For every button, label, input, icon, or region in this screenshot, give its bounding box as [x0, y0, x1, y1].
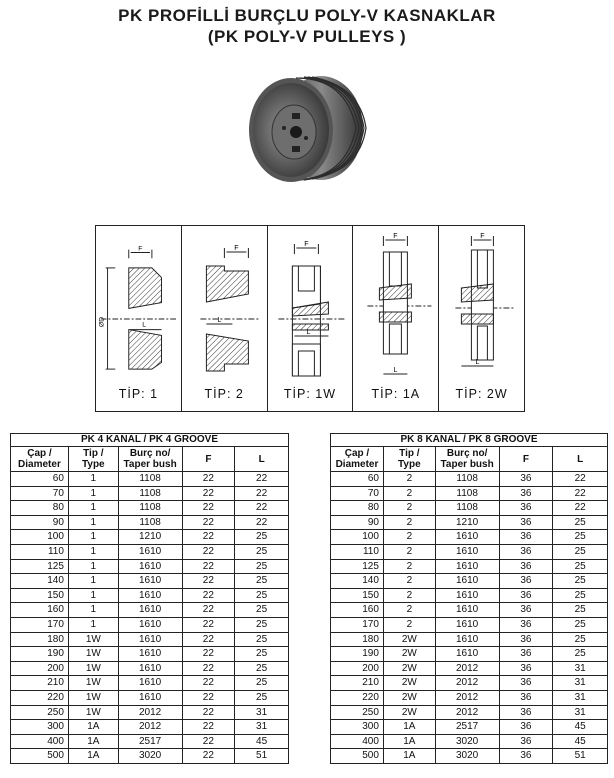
- cell-bush: 1610: [435, 617, 499, 632]
- cell-type: 2: [383, 559, 435, 574]
- table-row: [11, 647, 289, 662]
- cell-diameter: 200: [11, 661, 69, 676]
- cell-l: 22: [235, 486, 289, 501]
- table-row: [11, 617, 289, 632]
- cell-f: 36: [499, 661, 553, 676]
- dim-f: F: [138, 245, 143, 253]
- svg-text:L: L: [142, 321, 147, 329]
- svg-text:F: F: [480, 233, 485, 240]
- page-subtitle: (PK POLY-V PULLEYS ): [207, 27, 407, 46]
- cell-diameter: 70: [331, 486, 384, 501]
- cell-type: 2W: [383, 690, 435, 705]
- type-diagrams: [95, 225, 525, 412]
- table-row: [331, 501, 608, 516]
- cell-type: 1: [68, 603, 118, 618]
- cell-type: 1: [68, 530, 118, 545]
- table-row: [331, 632, 608, 647]
- cell-type: 1: [68, 574, 118, 589]
- cell-diameter: 100: [331, 530, 384, 545]
- pk8-table-body: [331, 472, 608, 764]
- cell-bush: 1610: [118, 632, 182, 647]
- cell-f: 36: [499, 588, 553, 603]
- cell-bush: 1610: [118, 603, 182, 618]
- table-caption: PK 4 KANAL / PK 4 GROOVE: [11, 434, 289, 447]
- cell-bush: 1610: [118, 690, 182, 705]
- type-2w-drawing: [439, 226, 524, 411]
- cell-type: 2: [383, 515, 435, 530]
- cell-diameter: 80: [331, 501, 384, 516]
- cell-bush: 1610: [118, 574, 182, 589]
- cell-diameter: 60: [11, 472, 69, 487]
- cell-bush: 3020: [118, 749, 182, 764]
- cell-type: 2: [383, 530, 435, 545]
- cell-l: 25: [553, 515, 608, 530]
- cell-l: 25: [235, 647, 289, 662]
- cell-bush: 2012: [118, 720, 182, 735]
- pk4-table: [10, 433, 289, 764]
- pk8-table: [330, 433, 608, 764]
- cell-f: 22: [182, 588, 235, 603]
- cell-f: 22: [182, 559, 235, 574]
- cell-diameter: 400: [11, 734, 69, 749]
- table-row: [11, 690, 289, 705]
- cell-bush: 1610: [435, 574, 499, 589]
- diagram-type-1w: [268, 226, 354, 411]
- diagram-type-1: [96, 226, 182, 411]
- cell-l: 22: [235, 515, 289, 530]
- cell-type: 2W: [383, 647, 435, 662]
- cell-type: 1: [68, 559, 118, 574]
- cell-bush: 1610: [118, 544, 182, 559]
- cell-diameter: 160: [11, 603, 69, 618]
- col-diameter: Çap / Diameter: [331, 447, 384, 472]
- table-row: [11, 676, 289, 691]
- table-row: [331, 515, 608, 530]
- table-row: [11, 530, 289, 545]
- cell-f: 22: [182, 486, 235, 501]
- cell-diameter: 160: [331, 603, 384, 618]
- cell-l: 25: [553, 632, 608, 647]
- table-row: [11, 632, 289, 647]
- cell-f: 22: [182, 647, 235, 662]
- cell-type: 2: [383, 486, 435, 501]
- cell-f: 22: [182, 617, 235, 632]
- cell-f: 36: [499, 486, 553, 501]
- cell-diameter: 500: [11, 749, 69, 764]
- cell-l: 25: [235, 574, 289, 589]
- cell-l: 22: [553, 501, 608, 516]
- cell-f: 22: [182, 515, 235, 530]
- cell-l: 25: [235, 588, 289, 603]
- cell-l: 31: [553, 676, 608, 691]
- table-row: [11, 472, 289, 487]
- cell-l: 25: [235, 544, 289, 559]
- cell-type: 2: [383, 588, 435, 603]
- table-row: [331, 574, 608, 589]
- tip-label: TİP: 1W: [283, 387, 337, 401]
- cell-f: 36: [499, 647, 553, 662]
- cell-f: 22: [182, 574, 235, 589]
- cell-bush: 1108: [435, 486, 499, 501]
- svg-text:L: L: [306, 329, 310, 336]
- table-row: [331, 530, 608, 545]
- cell-bush: 1108: [435, 472, 499, 487]
- cell-diameter: 250: [11, 705, 69, 720]
- cell-f: 22: [182, 501, 235, 516]
- cell-f: 36: [499, 544, 553, 559]
- cell-type: 1W: [68, 676, 118, 691]
- type-2-drawing: [182, 226, 267, 411]
- cell-diameter: 110: [11, 544, 69, 559]
- cell-bush: 1210: [435, 515, 499, 530]
- cell-type: 2: [383, 617, 435, 632]
- cell-bush: 1610: [118, 588, 182, 603]
- cell-diameter: 125: [331, 559, 384, 574]
- cell-f: 36: [499, 530, 553, 545]
- cell-f: 22: [182, 530, 235, 545]
- cell-type: 2W: [383, 705, 435, 720]
- cell-diameter: 180: [11, 632, 69, 647]
- cell-f: 36: [499, 690, 553, 705]
- table-row: [331, 705, 608, 720]
- cell-l: 31: [553, 690, 608, 705]
- pk4-table-body: [11, 472, 289, 764]
- cell-diameter: 90: [331, 515, 384, 530]
- table-row: [331, 544, 608, 559]
- col-f: F: [182, 447, 235, 472]
- cell-type: 1W: [68, 705, 118, 720]
- cell-l: 25: [553, 530, 608, 545]
- cell-f: 36: [499, 574, 553, 589]
- table-row: [11, 544, 289, 559]
- table-row: [11, 559, 289, 574]
- cell-l: 25: [235, 676, 289, 691]
- cell-f: 22: [182, 705, 235, 720]
- type-1a-drawing: [353, 226, 438, 411]
- cell-bush: 2517: [118, 734, 182, 749]
- cell-diameter: 100: [11, 530, 69, 545]
- cell-diameter: 300: [11, 720, 69, 735]
- cell-bush: 1610: [118, 647, 182, 662]
- cell-l: 51: [553, 749, 608, 764]
- cell-type: 1A: [383, 749, 435, 764]
- cell-diameter: 200: [331, 661, 384, 676]
- cell-type: 1: [68, 472, 118, 487]
- cell-l: 25: [553, 588, 608, 603]
- cell-l: 25: [235, 690, 289, 705]
- col-type: Tip / Type: [68, 447, 118, 472]
- cell-diameter: 220: [331, 690, 384, 705]
- table-row: [331, 690, 608, 705]
- table-row: [11, 515, 289, 530]
- svg-text:L: L: [393, 367, 398, 374]
- cell-type: 1A: [68, 720, 118, 735]
- cell-f: 36: [499, 559, 553, 574]
- cell-l: 45: [553, 734, 608, 749]
- cell-bush: 1108: [118, 515, 182, 530]
- col-l: L: [235, 447, 289, 472]
- cell-diameter: 140: [11, 574, 69, 589]
- col-type: Tip / Type: [383, 447, 435, 472]
- cell-type: 2W: [383, 676, 435, 691]
- cell-diameter: 170: [331, 617, 384, 632]
- cell-f: 22: [182, 632, 235, 647]
- cell-l: 25: [235, 559, 289, 574]
- table-row: [331, 720, 608, 735]
- cell-type: 1W: [68, 690, 118, 705]
- cell-l: 51: [235, 749, 289, 764]
- cell-bush: 1610: [435, 544, 499, 559]
- table-row: [331, 617, 608, 632]
- cell-f: 22: [182, 690, 235, 705]
- table-row: [331, 749, 608, 764]
- tip-label: TİP: 2W: [455, 387, 508, 401]
- type-1w-drawing: [268, 226, 353, 411]
- cell-type: 1: [68, 544, 118, 559]
- cell-diameter: 210: [11, 676, 69, 691]
- col-diameter: Çap / Diameter: [11, 447, 69, 472]
- cell-l: 25: [235, 603, 289, 618]
- cell-diameter: 250: [331, 705, 384, 720]
- cell-bush: 1610: [435, 559, 499, 574]
- cell-l: 25: [235, 530, 289, 545]
- cell-f: 22: [182, 544, 235, 559]
- table-row: [331, 647, 608, 662]
- cell-f: 36: [499, 603, 553, 618]
- cell-diameter: 220: [11, 690, 69, 705]
- cell-type: 2: [383, 574, 435, 589]
- table-row: [11, 574, 289, 589]
- table-row: [331, 559, 608, 574]
- cell-bush: 3020: [435, 734, 499, 749]
- cell-bush: 2012: [435, 676, 499, 691]
- cell-l: 25: [553, 603, 608, 618]
- svg-text:L: L: [217, 317, 222, 324]
- cell-f: 36: [499, 472, 553, 487]
- table-row: [331, 661, 608, 676]
- cell-l: 25: [553, 647, 608, 662]
- table-row: [11, 749, 289, 764]
- table-row: [11, 486, 289, 501]
- svg-text:F: F: [303, 241, 309, 248]
- cell-type: 1W: [68, 647, 118, 662]
- cell-f: 36: [499, 749, 553, 764]
- cell-f: 22: [182, 661, 235, 676]
- col-bush: Burç no/ Taper bush: [435, 447, 499, 472]
- cell-bush: 1610: [118, 661, 182, 676]
- svg-text:F: F: [234, 245, 239, 252]
- cell-f: 36: [499, 617, 553, 632]
- cell-type: 1A: [68, 749, 118, 764]
- cell-type: 2: [383, 544, 435, 559]
- cell-bush: 1610: [435, 530, 499, 545]
- cell-f: 22: [182, 603, 235, 618]
- table-row: [11, 588, 289, 603]
- cell-diameter: 190: [331, 647, 384, 662]
- table-row: [331, 486, 608, 501]
- cell-diameter: 90: [11, 515, 69, 530]
- cell-type: 1: [68, 501, 118, 516]
- cell-l: 22: [553, 486, 608, 501]
- cell-f: 36: [499, 734, 553, 749]
- cell-bush: 2012: [435, 690, 499, 705]
- cell-bush: 1108: [118, 486, 182, 501]
- table-row: [11, 734, 289, 749]
- cell-diameter: 80: [11, 501, 69, 516]
- cell-diameter: 210: [331, 676, 384, 691]
- tip-label: TİP: 2: [204, 387, 244, 401]
- cell-type: 1A: [383, 734, 435, 749]
- cell-diameter: 60: [331, 472, 384, 487]
- cell-l: 45: [235, 734, 289, 749]
- cell-diameter: 150: [11, 588, 69, 603]
- cell-l: 22: [553, 472, 608, 487]
- svg-text:F: F: [393, 233, 398, 240]
- cell-f: 36: [499, 676, 553, 691]
- cell-bush: 1108: [435, 501, 499, 516]
- tip-label: TİP: 1: [118, 387, 159, 401]
- cell-f: 22: [182, 720, 235, 735]
- cell-l: 31: [235, 705, 289, 720]
- cell-diameter: 70: [11, 486, 69, 501]
- cell-diameter: 180: [331, 632, 384, 647]
- table-row: [331, 734, 608, 749]
- diagram-type-1a: [353, 226, 439, 411]
- cell-l: 25: [235, 632, 289, 647]
- cell-bush: 1610: [435, 588, 499, 603]
- cell-f: 22: [182, 734, 235, 749]
- table-caption: PK 8 KANAL / PK 8 GROOVE: [331, 434, 608, 447]
- cell-type: 1: [68, 588, 118, 603]
- cell-bush: 2012: [435, 661, 499, 676]
- table-row: [331, 472, 608, 487]
- cell-bush: 1610: [118, 559, 182, 574]
- cell-l: 31: [235, 720, 289, 735]
- cell-f: 36: [499, 720, 553, 735]
- cell-type: 1W: [68, 632, 118, 647]
- cell-bush: 1108: [118, 501, 182, 516]
- cell-f: 36: [499, 501, 553, 516]
- cell-f: 22: [182, 676, 235, 691]
- type-1-drawing: [96, 226, 181, 411]
- cell-l: 25: [235, 661, 289, 676]
- cell-type: 2W: [383, 661, 435, 676]
- cell-bush: 2012: [435, 705, 499, 720]
- svg-text:L: L: [475, 359, 480, 366]
- cell-diameter: 150: [331, 588, 384, 603]
- table-row: [331, 603, 608, 618]
- cell-type: 1W: [68, 661, 118, 676]
- cell-diameter: 110: [331, 544, 384, 559]
- cell-type: 2: [383, 501, 435, 516]
- cell-type: 1: [68, 486, 118, 501]
- cell-diameter: 140: [331, 574, 384, 589]
- cell-bush: 1610: [435, 632, 499, 647]
- table-row: [11, 720, 289, 735]
- page-title: PK PROFİLLİ BURÇLU POLY-V KASNAKLAR: [118, 6, 496, 25]
- cell-bush: 1610: [118, 617, 182, 632]
- svg-text:ØD: ØD: [98, 316, 106, 327]
- cell-bush: 3020: [435, 749, 499, 764]
- cell-l: 45: [553, 720, 608, 735]
- cell-diameter: 190: [11, 647, 69, 662]
- cell-f: 22: [182, 472, 235, 487]
- cell-type: 1A: [68, 734, 118, 749]
- col-bush: Burç no/ Taper bush: [118, 447, 182, 472]
- table-row: [11, 501, 289, 516]
- cell-diameter: 500: [331, 749, 384, 764]
- cell-diameter: 300: [331, 720, 384, 735]
- cell-l: 25: [553, 559, 608, 574]
- col-l: L: [553, 447, 608, 472]
- col-f: F: [499, 447, 553, 472]
- cell-f: 22: [182, 749, 235, 764]
- tip-label: TİP: 1A: [371, 387, 421, 401]
- pulley-image: [236, 68, 376, 193]
- cell-l: 31: [553, 705, 608, 720]
- cell-l: 25: [235, 617, 289, 632]
- cell-l: 22: [235, 501, 289, 516]
- table-row: [11, 661, 289, 676]
- cell-type: 1A: [383, 720, 435, 735]
- cell-l: 31: [553, 661, 608, 676]
- cell-l: 22: [235, 472, 289, 487]
- table-row: [331, 588, 608, 603]
- cell-type: 1: [68, 617, 118, 632]
- table-row: [11, 603, 289, 618]
- cell-type: 2: [383, 603, 435, 618]
- table-row: [11, 705, 289, 720]
- cell-f: 36: [499, 632, 553, 647]
- cell-type: 2W: [383, 632, 435, 647]
- cell-type: 2: [383, 472, 435, 487]
- cell-l: 25: [553, 574, 608, 589]
- cell-bush: 1610: [435, 647, 499, 662]
- cell-bush: 2012: [118, 705, 182, 720]
- cell-diameter: 170: [11, 617, 69, 632]
- cell-bush: 1108: [118, 472, 182, 487]
- cell-diameter: 400: [331, 734, 384, 749]
- cell-bush: 1610: [118, 676, 182, 691]
- cell-bush: 1610: [435, 603, 499, 618]
- cell-diameter: 125: [11, 559, 69, 574]
- cell-l: 25: [553, 544, 608, 559]
- cell-bush: 1210: [118, 530, 182, 545]
- diagram-type-2w: [439, 226, 524, 411]
- cell-f: 36: [499, 515, 553, 530]
- cell-f: 36: [499, 705, 553, 720]
- diagram-type-2: [182, 226, 268, 411]
- cell-l: 25: [553, 617, 608, 632]
- cell-type: 1: [68, 515, 118, 530]
- cell-bush: 2517: [435, 720, 499, 735]
- table-row: [331, 676, 608, 691]
